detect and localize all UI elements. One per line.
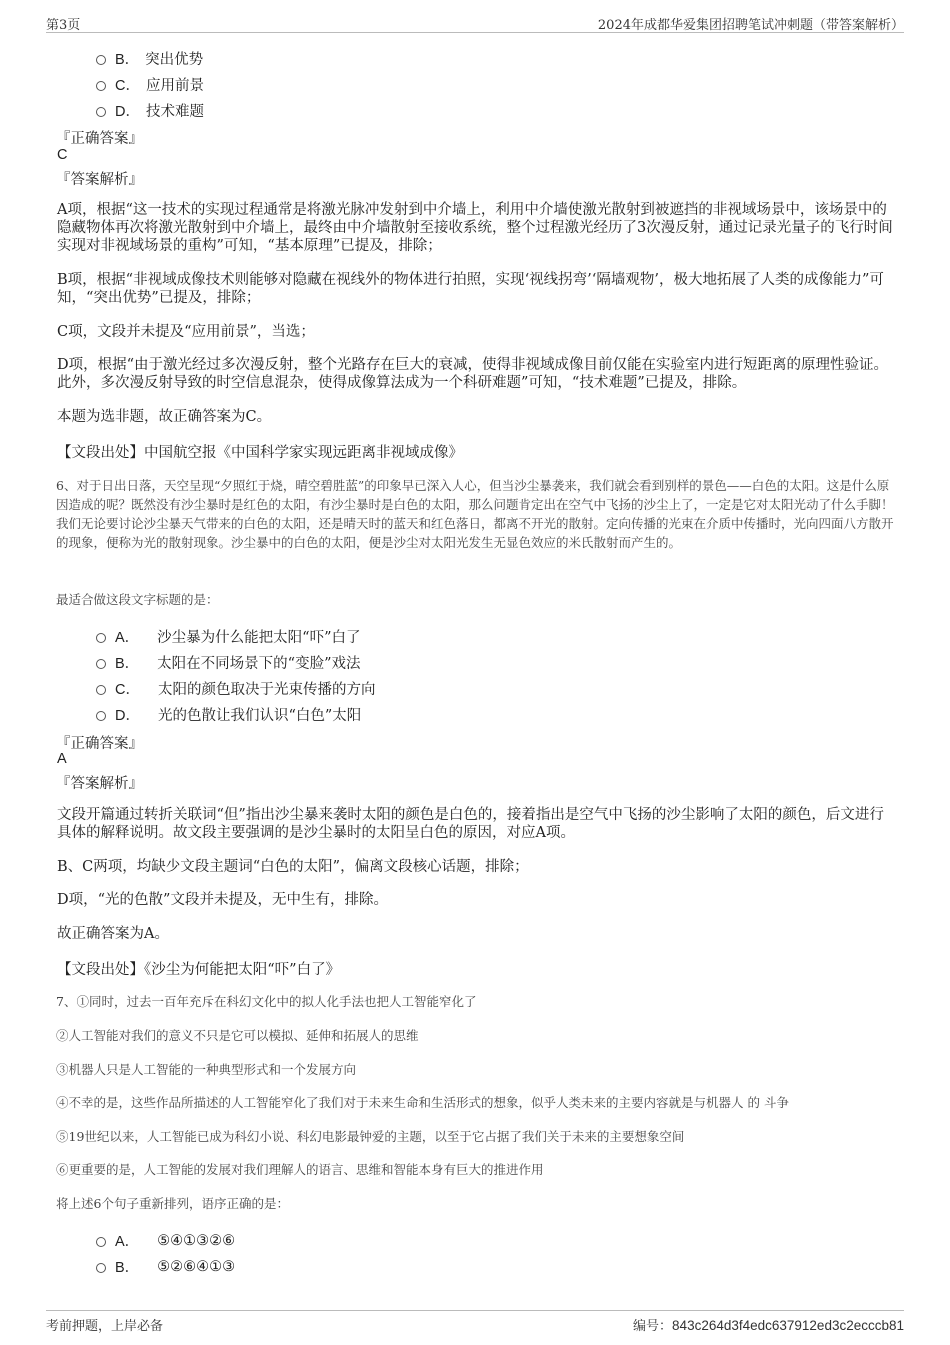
document-title: 2024年成都华爱集团招聘笔试冲刺题（带答案解析） [597, 18, 904, 33]
source-citation: 【文段出处】中国航空报《中国科学家实现远距离非视域成像》 [57, 445, 463, 461]
sentence-line: 7、①同时，过去一百年充斥在科幻文化中的拟人化手法也把人工智能窄化了 [56, 994, 477, 1009]
answer-value: A [57, 751, 67, 767]
analysis-label: 『答案解析』 [56, 776, 143, 792]
radio-icon[interactable] [96, 685, 106, 695]
answer-label: 『正确答案』 [56, 131, 143, 147]
question-prompt: 最适合做这段文字标题的是： [56, 592, 219, 607]
option-a[interactable]: A． 沙尘暴为什么能把太阳“吓”白了 [96, 626, 361, 647]
page-header [46, 12, 904, 33]
analysis-label: 『答案解析』 [56, 172, 143, 188]
answer-value: C [57, 147, 68, 163]
analysis-conclusion: 本题为选非题，故正确答案为C。 [57, 409, 272, 425]
radio-icon[interactable] [96, 659, 106, 669]
option-b[interactable]: B． 太阳在不同场景下的“变脸”戏法 [96, 652, 361, 673]
sentence-line: ②人工智能对我们的意义不只是它可以模拟、延伸和拓展人的思维 [56, 1028, 419, 1043]
analysis-paragraph: A项，根据“这一技术的实现过程通常是将激光脉冲发射到中介墙上，利用中介墙使激光散射到被遮挡的非视域场景中，该场景中的隐藏物体再次将激光散射到中介墙上，最终由中介墙散射至接收系统，整个过程激光经历了3次漫反射，通过记录光量子的飞行时间实现对非视域场景的重构”可知，“基本原理”已提及，排除； [57, 202, 893, 254]
radio-icon[interactable] [96, 55, 106, 65]
code-label: 编号： [633, 1319, 673, 1334]
option-d[interactable]: D． 光的色散让我们认识“白色”太阳 [96, 704, 361, 725]
analysis-paragraph: B、C两项，均缺少文段主题词“白色的太阳”，偏离文段核心话题，排除； [57, 859, 529, 875]
answer-label: 『正确答案』 [56, 736, 143, 752]
radio-icon[interactable] [96, 81, 106, 91]
analysis-paragraph: 文段开篇通过转折关联词“但”指出沙尘暴来袭时太阳的颜色是白色的，接着指出是空气中飞扬的沙尘影响了太阳的颜色，后文进行具体的解释说明。故文段主要强调的是沙尘暴时的太阳呈白色的原因，对应A项。 [57, 807, 884, 841]
analysis-conclusion: 故正确答案为A。 [57, 926, 169, 942]
radio-icon[interactable] [96, 1263, 106, 1273]
option-d[interactable]: D． 技术难题 [96, 100, 204, 121]
option-c[interactable]: C． 应用前景 [96, 74, 204, 95]
footer-slogan: 考前押题，上岸必备 [46, 1319, 164, 1334]
analysis-paragraph: D项，根据“由于激光经过多次漫反射，整个光路存在巨大的衰减，使得非视域成像目前仅能在实验室内进行短距离的原理性验证。此外，多次漫反射导致的时空信息混杂，使得成像算法成为一个科研难题”可知，“技术难题”已提及，排除。 [57, 357, 889, 391]
option-c[interactable]: C． 太阳的颜色取决于光束传播的方向 [96, 678, 375, 699]
question-prompt: 将上述6个句子重新排列，语序正确的是： [56, 1196, 289, 1211]
option-b[interactable]: B． 突出优势 [96, 48, 203, 69]
option-a[interactable]: A． ⑤④①③②⑥ [96, 1230, 235, 1251]
source-citation: 【文段出处】《沙尘为何能把太阳“吓”白了》 [57, 962, 341, 978]
code-value: 843c264d3f4edc637912ed3c2ecccb81 [672, 1318, 904, 1333]
radio-icon[interactable] [96, 633, 106, 643]
radio-icon[interactable] [96, 107, 106, 117]
analysis-paragraph: B项，根据“非视域成像技术则能够对隐藏在视线外的物体进行拍照，实现‘视线拐弯’‘隔墙观物’，极大地拓展了人类的成像能力”可知，“突出优势”已提及，排除； [57, 272, 884, 306]
document-code [633, 1315, 904, 1334]
sentence-line: ⑤19世纪以来，人工智能已成为科幻小说、科幻电影最钟爱的主题，以至于它占据了我们关于未来的主要想象空间 [56, 1129, 685, 1144]
radio-icon[interactable] [96, 711, 106, 721]
analysis-paragraph: C项，文段并未提及“应用前景”，当选； [57, 324, 315, 340]
sentence-line: ④不幸的是，这些作品所描述的人工智能窄化了我们对于未来生命和生活形式的想象，似乎人类未来的主要内容就是与机器人 的 斗争 [56, 1095, 789, 1110]
analysis-paragraph: D项，“光的色散”文段并未提及，无中生有，排除。 [57, 892, 388, 908]
page-number: 第3页 [46, 18, 81, 33]
sentence-line: ⑥更重要的是，人工智能的发展对我们理解人的语言、思维和智能本身有巨大的推进作用 [56, 1162, 544, 1177]
sentence-line: ③机器人只是人工智能的一种典型形式和一个发展方向 [56, 1062, 357, 1077]
question-stem: 6、对于日出日落，天空呈现“夕照红于烧，晴空碧胜蓝”的印象早已深入人心，但当沙尘暴袭来，我们就会看到别样的景色——白色的太阳。这是什么原因造成的呢？既然没有沙尘暴时是红色的太阳，有沙尘暴时是白色的太阳，那么问题肯定出在空气中飞扬的沙尘上了，一定是它对太阳光动了什么手脚！我们无论要讨论沙尘暴天气带来的白色的太阳，还是晴天时的蓝天和红色落日，都离不开光的散射。定向传播的光束在介质中传播时，光向四面八方散开的现象，便称为光的散射现象。沙尘暴中的白色的太阳，便是沙尘对太阳光发生无显色效应的米氏散射而产生的。 [56, 478, 894, 550]
page-footer [46, 1310, 904, 1335]
option-b[interactable]: B． ⑤②⑥④①③ [96, 1256, 235, 1277]
radio-icon[interactable] [96, 1237, 106, 1247]
